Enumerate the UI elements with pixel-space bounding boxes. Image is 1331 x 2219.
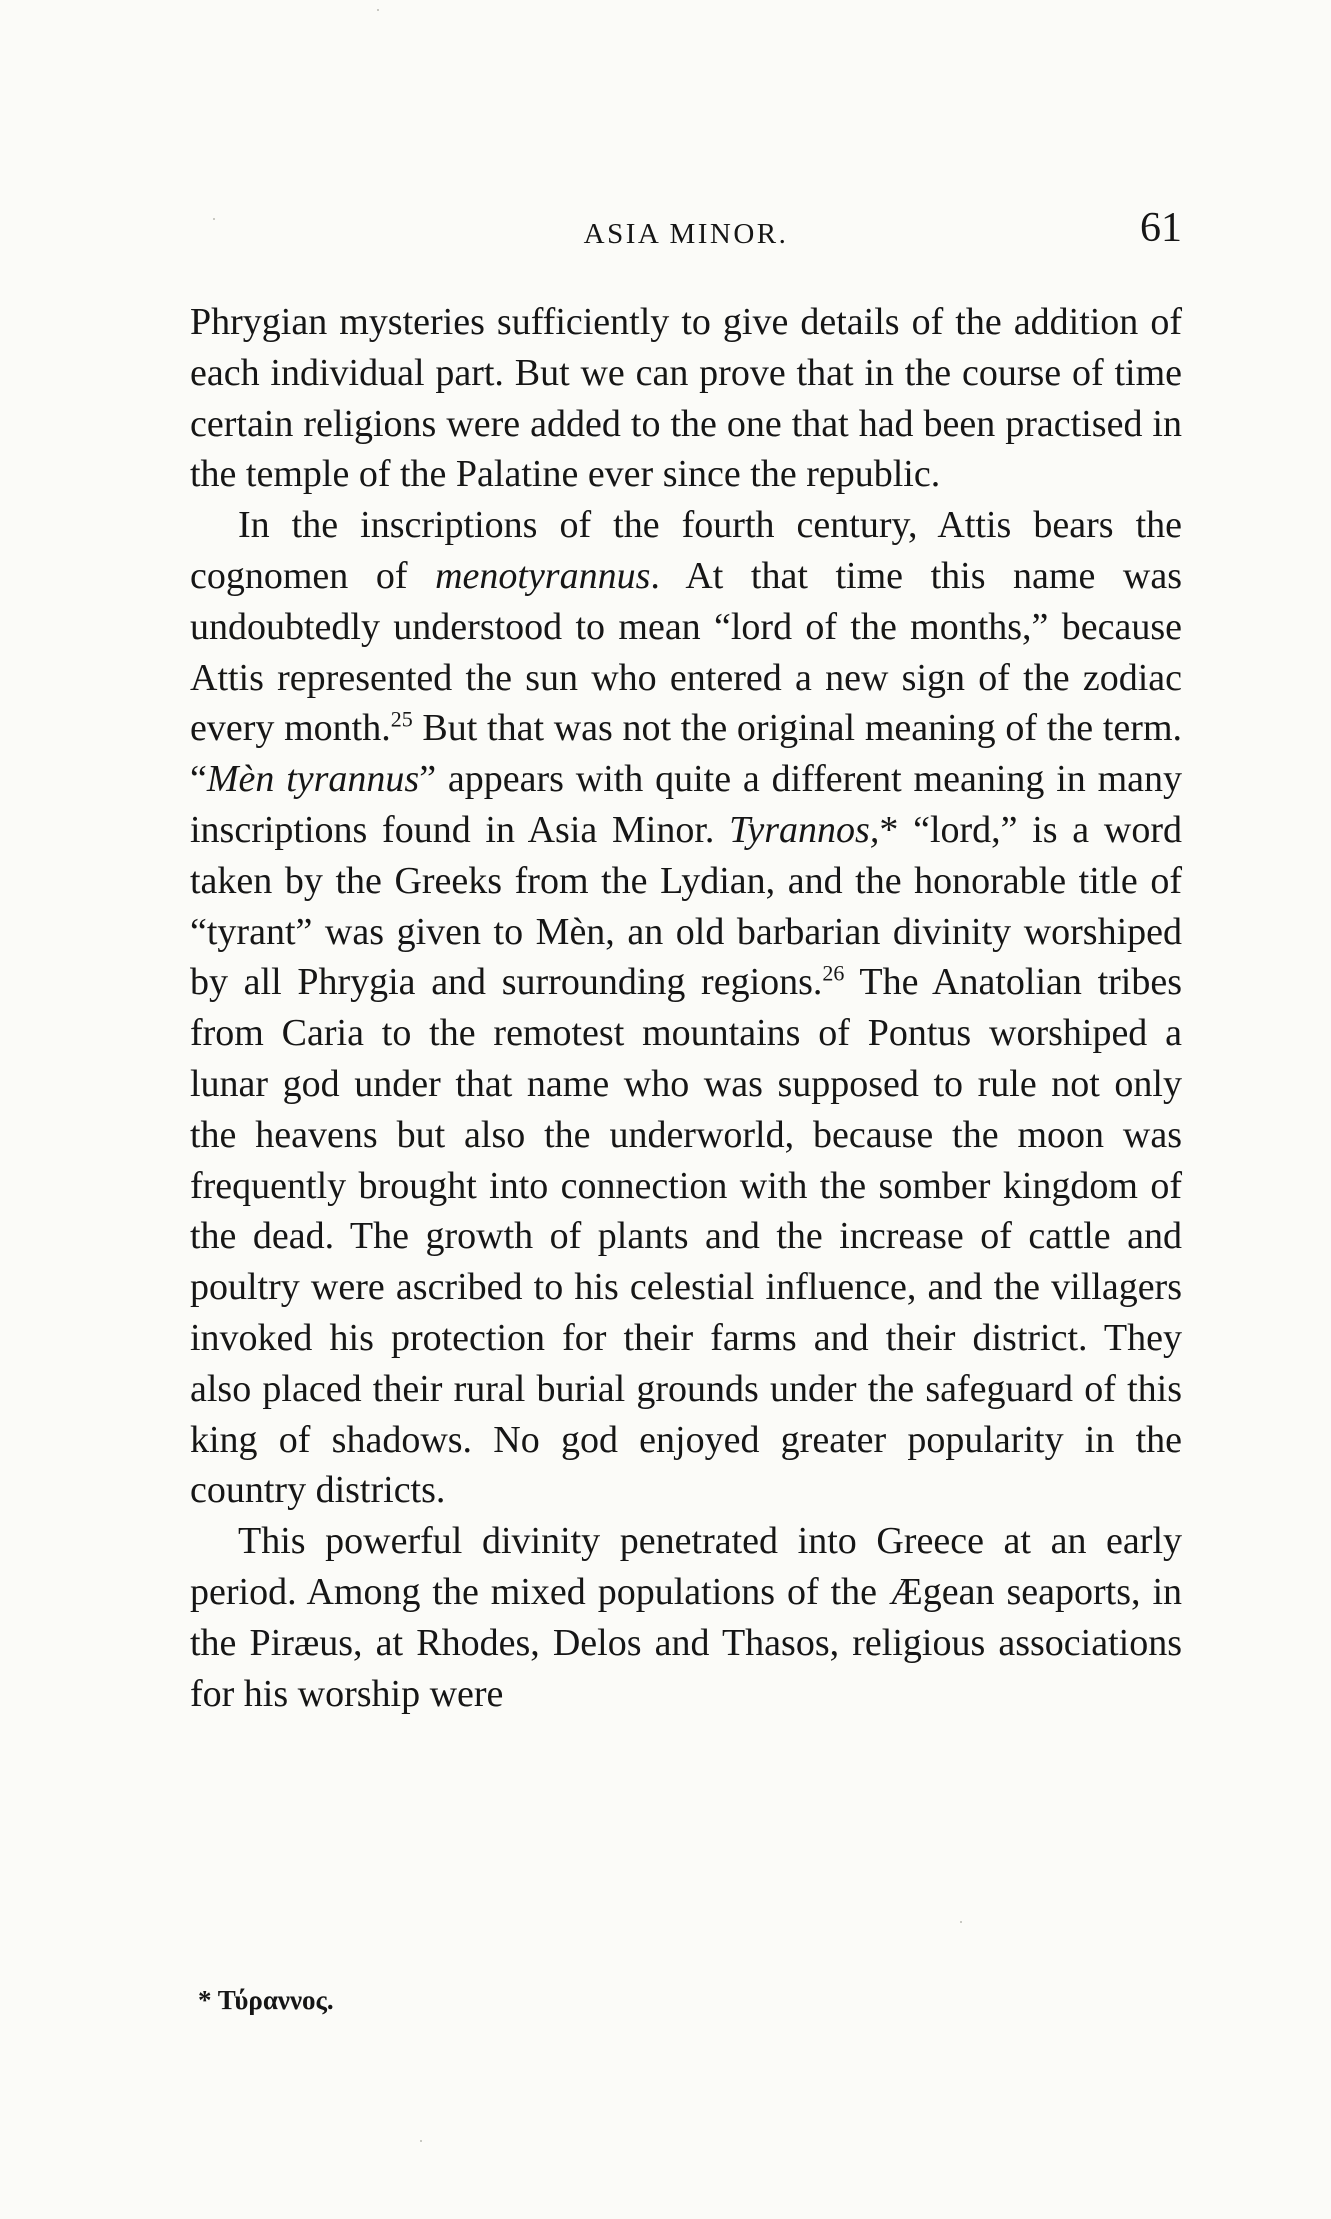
italic-term-tyrannos: Tyrannos, (729, 808, 880, 851)
paragraph-2-text: The Anatolian tribes from Caria to the remotest mountains of Pontus worshiped a lunar god under that name who was supposed to rule not only the heavens but also the underworld, because the moon was frequently brought into connection with the somber kingdom of the dead. The growth of plants and the increase of cattle and poultry were ascribed to his celestial influence, and the villagers invoked his protection for their farms and their district. They also placed their rural burial grounds under the safeguard of this king of shadows. No god enjoyed greater popularity in the country districts. (190, 961, 1182, 1512)
paragraph-2-text: ” appears with quite a different meaning in many inscriptions found in Asia Minor. (190, 758, 1182, 851)
running-title: ASIA MINOR. (583, 218, 789, 250)
paragraph-2 (190, 500, 1182, 1516)
paragraph-2-text: . At that time this name was undoubtedly understood to mean “lord of the months,” because Attis represented the sun who entered a new sign of the zodiac every month. (190, 554, 1182, 750)
paper-speck (960, 1921, 962, 1923)
page-number: 61 (1140, 205, 1182, 251)
paragraph-2-text: In the inscriptions of the fourth century, Attis bears the cognomen of (190, 504, 1182, 597)
paper-speck (213, 218, 215, 220)
footnote-ref-25: 25 (390, 706, 413, 732)
italic-term-men-tyrannus: Mèn tyrannus (206, 758, 420, 801)
paper-speck (420, 2140, 422, 2142)
running-head (190, 204, 1182, 264)
paper-speck (377, 9, 379, 11)
paragraph-2-text: But that was not the original meaning of the term. “ (190, 707, 1182, 801)
paragraph-2-text: * “lord,” is a word taken by the Greeks from the Lydian, and the honorable title of “tyrant” was given to Mèn, an old barbarian divinity worshiped by all Phrygia and surrounding regions. (190, 808, 1182, 1004)
paragraph-3-text: This powerful divinity penetrated into Greece at an early period. Among the mixed populations of the Ægean seaports, in the Piræus, at Rhodes, Delos and Thasos, religious associations for his worship were (190, 1520, 1182, 1715)
paragraph-1 (190, 297, 1182, 500)
footnote-ref-26: 26 (822, 960, 845, 986)
paragraph-1-text: Phrygian mysteries sufficiently to give details of the addition of each individual part. But we can prove that in the course of time certain religions were added to the one that had been practised in the temple of the Palatine ever since the republic. (190, 301, 1182, 496)
italic-term-menotyrannus: menotyrannus (435, 554, 651, 597)
paragraph-3 (190, 1516, 1182, 1719)
body-text (190, 297, 1182, 1719)
footnote: * Τύραννος. (198, 1985, 334, 2015)
